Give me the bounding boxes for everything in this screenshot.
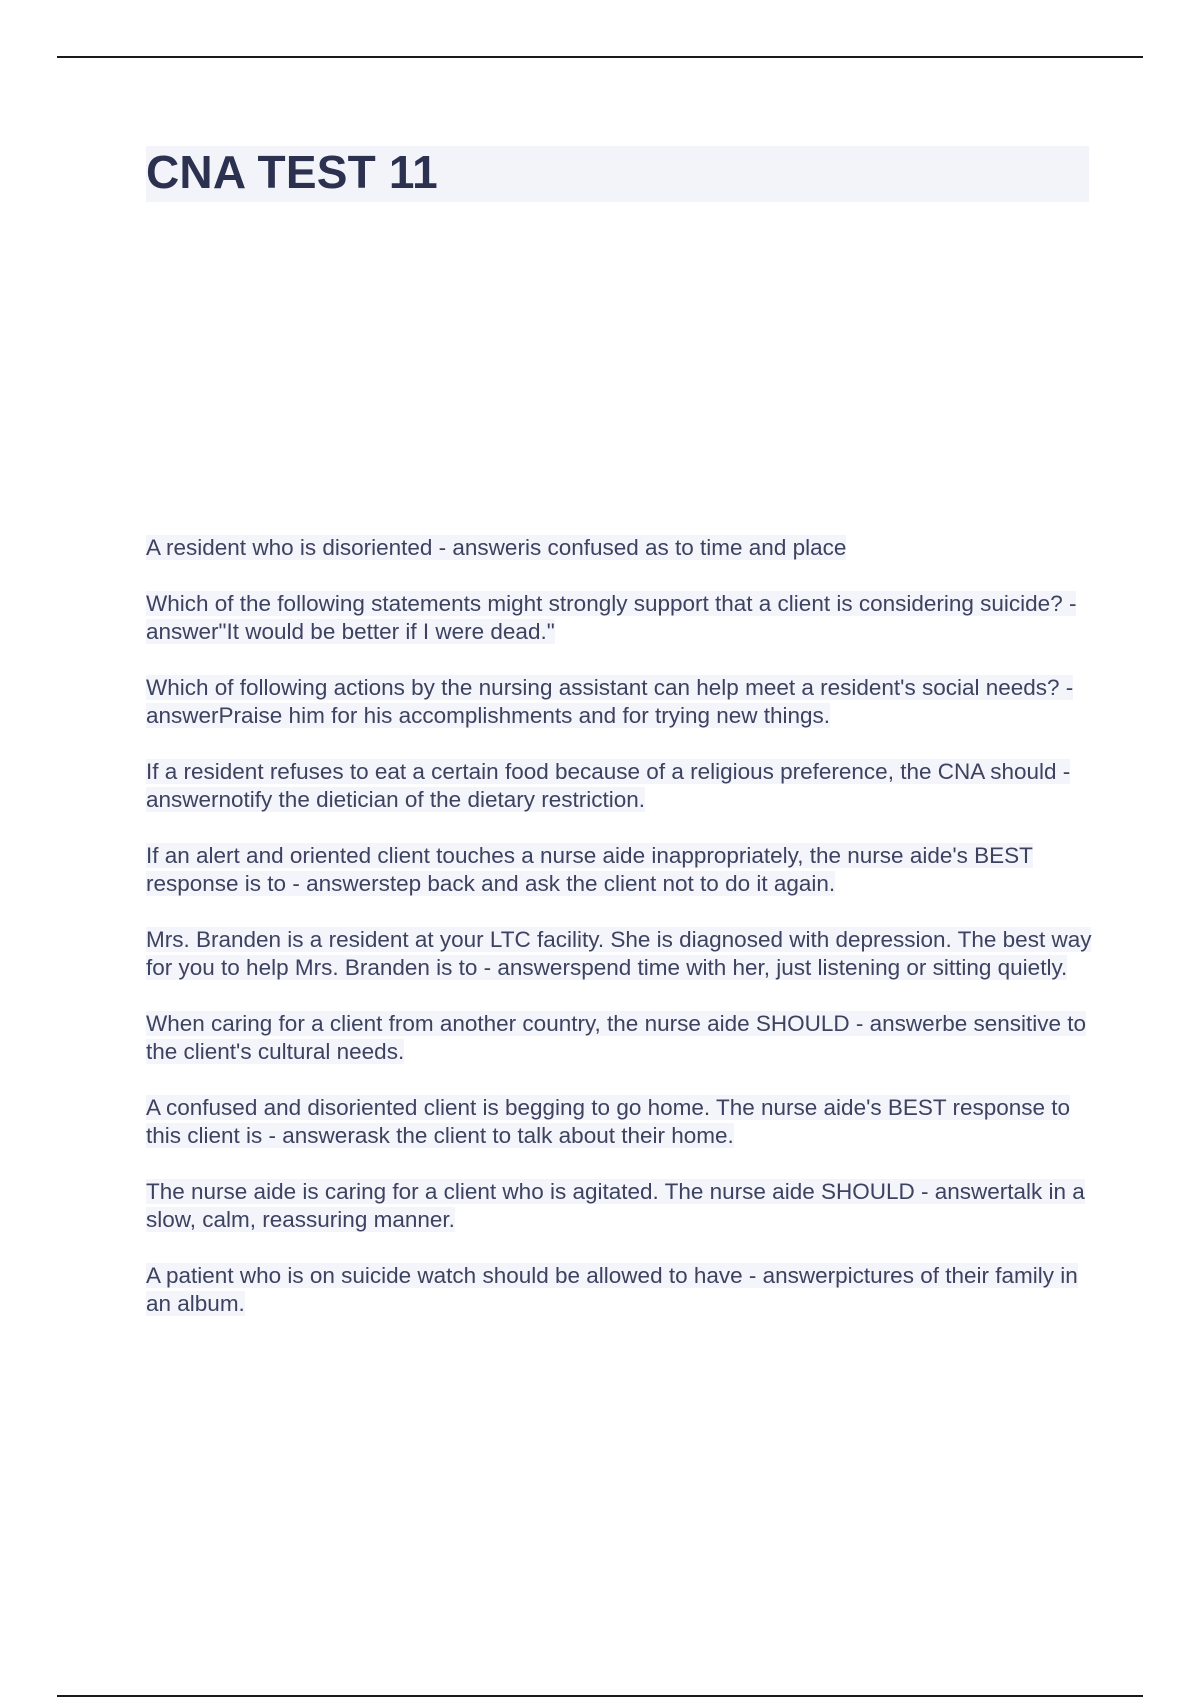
qa-text: A resident who is disoriented - answeris confused as to time and place — [146, 535, 847, 560]
qa-text: If a resident refuses to eat a certain food because of a religious preference, the CNA should - answernotify the dietician of the dietary restriction. — [146, 759, 1071, 812]
qa-item — [146, 842, 1096, 898]
qa-item — [146, 758, 1096, 814]
qa-text: A patient who is on suicide watch should be allowed to have - answerpictures of their family in an album. — [146, 1263, 1078, 1316]
qa-item — [146, 534, 1096, 562]
qa-item — [146, 674, 1096, 730]
qa-text: Which of the following statements might strongly support that a client is considering suicide? - answer"It would be better if I were dead." — [146, 591, 1077, 644]
qa-item — [146, 926, 1096, 982]
qa-text: The nurse aide is caring for a client who is agitated. The nurse aide SHOULD - answertalk in a slow, calm, reassuring manner. — [146, 1179, 1085, 1232]
qa-text: Which of following actions by the nursing assistant can help meet a resident's social needs? - answerPraise him for his accomplishments and for trying new things. — [146, 675, 1074, 728]
qa-text: A confused and disoriented client is begging to go home. The nurse aide's BEST response to this client is - answerask the client to talk about their home. — [146, 1095, 1071, 1148]
qa-item — [146, 1010, 1096, 1066]
qa-item — [146, 1178, 1096, 1234]
qa-item — [146, 1262, 1096, 1318]
top-rule — [57, 56, 1143, 58]
qa-text: Mrs. Branden is a resident at your LTC facility. She is diagnosed with depression. The best way for you to help Mrs. Branden is to - answerspend time with her, just listening or sitting quietly. — [146, 927, 1092, 980]
qa-text: If an alert and oriented client touches a nurse aide inappropriately, the nurse aide's BEST response is to - answerstep back and ask the client not to do it again. — [146, 843, 1033, 896]
qa-text: When caring for a client from another country, the nurse aide SHOULD - answerbe sensitive to the client's cultural needs. — [146, 1011, 1087, 1064]
qa-list — [146, 534, 1096, 1346]
bottom-rule — [57, 1695, 1143, 1697]
document-title: CNA TEST 11 — [146, 146, 438, 198]
qa-item — [146, 1094, 1096, 1150]
qa-item — [146, 590, 1096, 646]
